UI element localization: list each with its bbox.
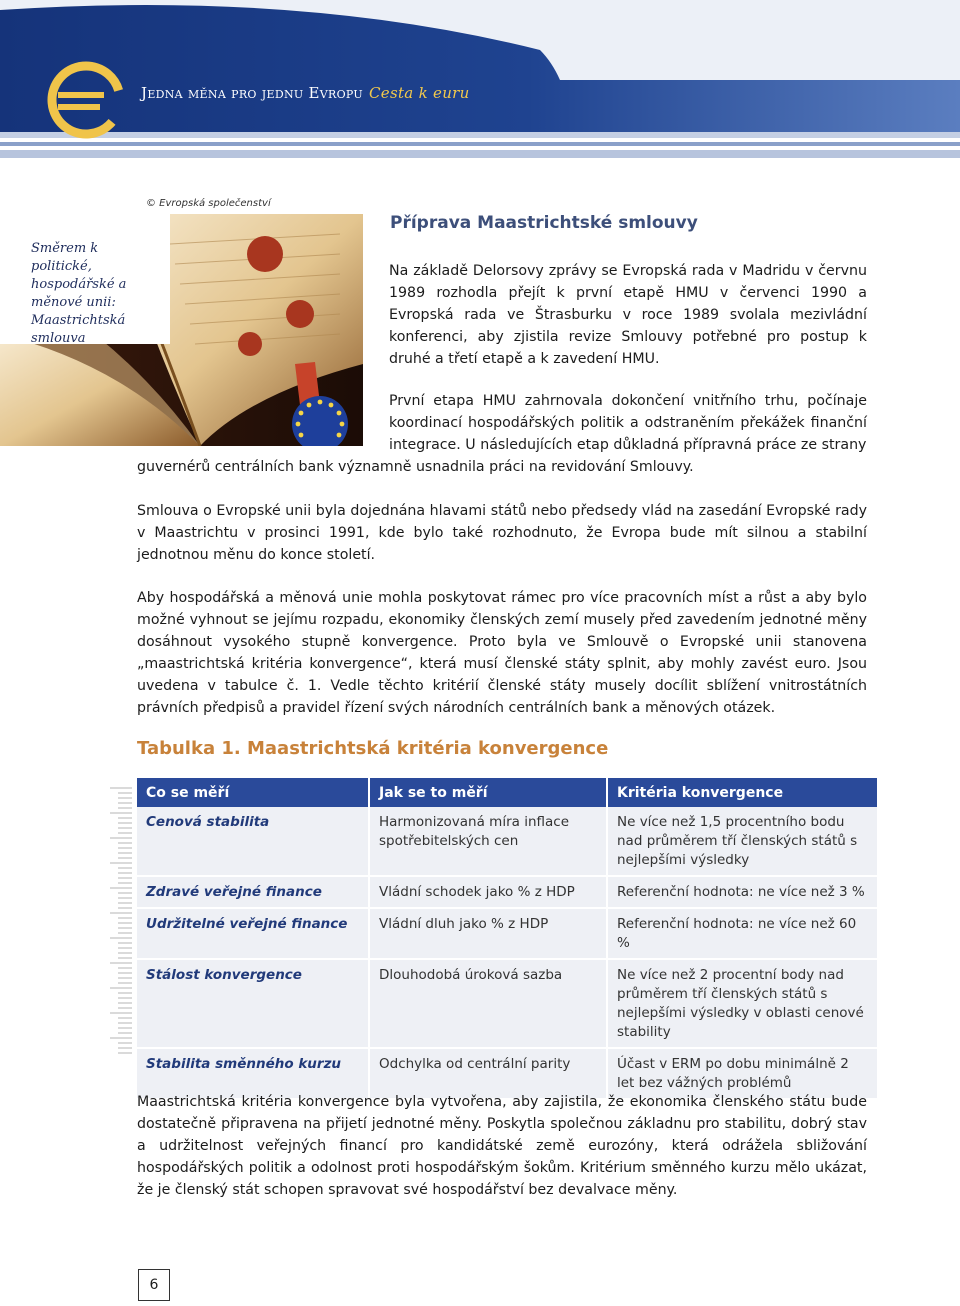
convergence-criteria-table [137,778,879,1100]
table-cell: Stabilita směnného kurzu [137,1048,369,1099]
table-cell: Účast v ERM po dobu minimálně 2 let bez vážných problémů [607,1048,878,1099]
table-header-cell: Co se měří [137,778,369,807]
paragraph-2: První etapa HMU zahrnovala dokončení vnitřního trhu, počínaje koordinací hospodářských politik a odstraněním překážek finanční integrace. U následujících etap důkladná přípravná práce ze strany [389,393,867,453]
table-header-row [137,778,878,807]
table-header-cell: Kritéria konvergence [607,778,878,807]
margin-note: Směrem k politické, hospodářské a měnové unii: Maastrichtská smlouva [31,241,127,346]
table-cell: Vládní schodek jako % z HDP [369,876,607,908]
table-header-cell: Jak se to měří [369,778,607,807]
table-row [137,807,878,876]
table-cell: Ne více než 1,5 procentního bodu nad průměrem tří členských států s nejlepšími výsledky [607,807,878,876]
header-title-sub: Cesta k euru [369,84,470,102]
paragraph-1: Na základě Delorsovy zprávy se Evropská rada v Madridu v červnu 1989 rozhodla přejít k první etapě HMU v červenci 1990 a Evropská rada ve Štrasburku v roce 1989 svolala mezivládní konferenci, aby zjistila revize Smlouvy potřebné pro postup k druhé a třetí etapě a k zavedení HMU. [389,263,867,367]
header-banner [0,0,960,160]
table-cell: Referenční hodnota: ne více než 3 % [607,876,878,908]
table-title: Tabulka 1. Maastrichtská kritéria konvergence [137,738,609,759]
table-cell: Odchylka od centrální parity [369,1048,607,1099]
paragraph-3: Smlouva o Evropské unii byla dojednána hlavami států nebo předsedy vlád na zasedání Evropské rady v Maastrichtu v prosinci 1991, kde bylo také rozhodnuto, že Evropa bude mít silnou a stabilní jednotnou měnu do konce století. [137,503,867,563]
page-number: 6 [138,1269,170,1301]
table-cell: Cenová stabilita [137,807,369,876]
table-cell: Harmonizovaná míra inflace spotřebitelských cen [369,807,607,876]
table-cell: Vládní dluh jako % z HDP [369,908,607,959]
table-cell: Ne více než 2 procentní body nad průměrem tří členských států s nejlepšími výsledky v oblasti cenové stability [607,959,878,1048]
section-heading: Příprava Maastrichtské smlouvy [390,213,698,233]
table-cell: Dlouhodobá úroková sazba [369,959,607,1048]
header-title-main: Jedna měna pro jednu Evropu [141,84,363,102]
paragraph-2-continued: guvernérů centrálních bank významně usnadnila práci na revidování Smlouvy. [137,459,694,475]
paragraph-5: Maastrichtská kritéria konvergence byla vytvořena, aby zajistila, že ekonomika členského státu bude dostatečně připravena na přijetí jednotné měny. Poskytla společnou základnu pro stabilitu, dobrý stav a udržitelnost veřejných financí pro kandidátské země eurozóny, která odrážela sbližování hospodářských politik a odolnost proti hospodářským šokům. Kritérium směnného kurzu mělo ukázat, že je členský stát schopen spravovat své hospodářství bez devalvace měny. [137,1094,867,1198]
paragraph-4: Aby hospodářská a měnová unie mohla poskytovat rámec pro více pracovních míst a růst a aby bylo možné vyhnout se jejímu rozpadu, ekonomiky členských zemí musely před zavedením jednotné měny dosáhnout vysokého stupně konvergence. Proto byla ve Smlouvě o Evropské unii stanovena „maastrichtská kritéria konvergence“, která musí členské státy splnit, aby mohly zavést euro. Jsou uvedena v tabulce č. 1. Vedle těchto kritérií členské státy musely docílit sblížení vnitrostátních právních předpisů a pravidel řízení svých národních centrálních bank a měnových otázek. [137,590,867,716]
table-cell: Zdravé veřejné finance [137,876,369,908]
header-title [141,84,470,102]
table-cell: Referenční hodnota: ne více než 60 % [607,908,878,959]
photo-copyright: © Evropská společenství [146,198,271,209]
ruler-decoration-icon [110,786,132,1056]
page-header [0,0,960,160]
table-row [137,908,878,959]
table-row [137,959,878,1048]
table-row [137,876,878,908]
table-cell: Stálost konvergence [137,959,369,1048]
table-cell: Udržitelné veřejné finance [137,908,369,959]
